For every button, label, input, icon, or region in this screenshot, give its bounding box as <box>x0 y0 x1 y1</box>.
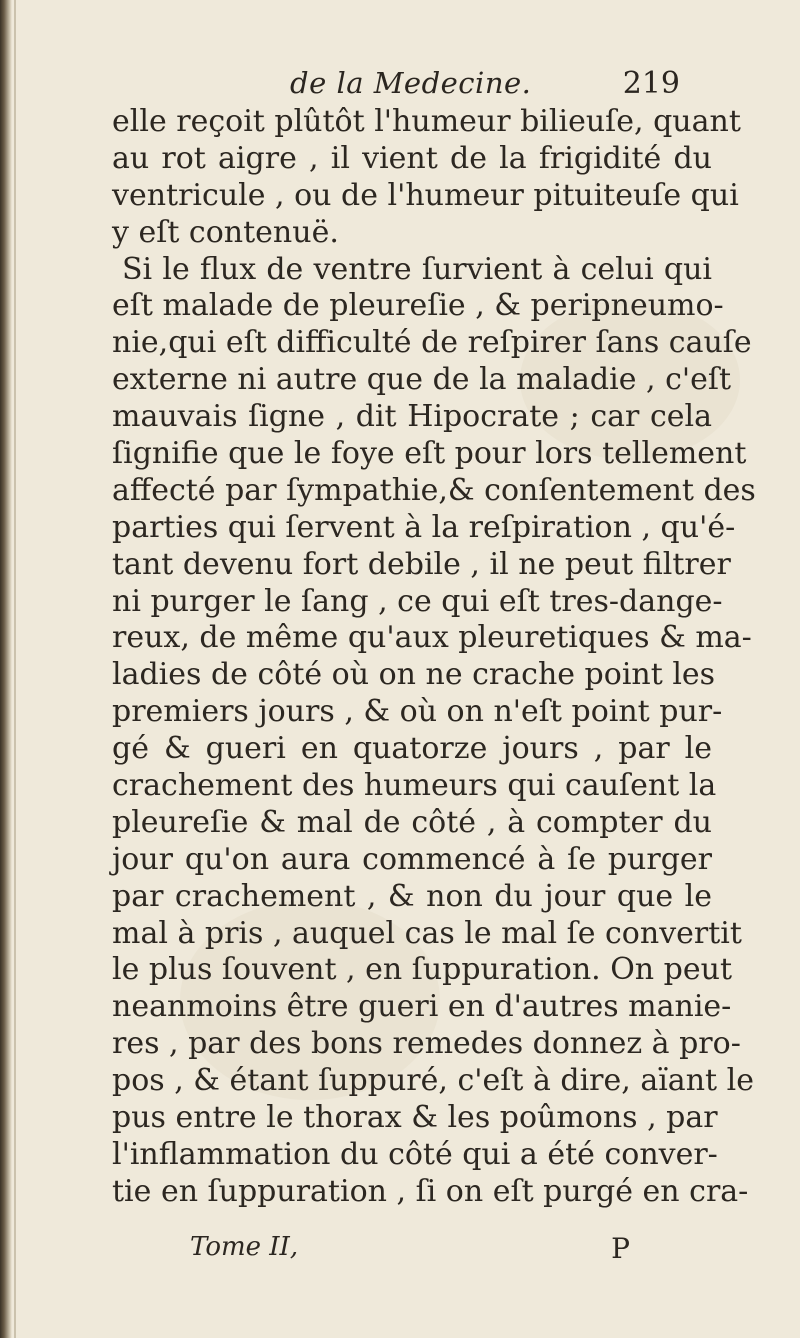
text-line: parties qui ſervent à la reſpiration , qu'é- <box>112 509 736 545</box>
text-line: mauvais ſigne , dit Hipocrate ; car cela <box>112 399 712 435</box>
text-line: par crachement , & non du jour que le <box>112 878 712 914</box>
text-line: neanmoins être gueri en d'autres manie- <box>112 989 732 1025</box>
gutter-fold-line <box>14 0 16 1338</box>
page-number: 219 <box>622 66 680 101</box>
text-line: externe ni autre que de la maladie , c'eſt <box>112 362 732 398</box>
text-line: eſt malade de pleureſie , & peripneumo- <box>112 288 724 324</box>
text-line: elle reçoit plûtôt l'humeur bilieuſe, quant <box>112 104 741 139</box>
text-line: nie,qui eſt difficulté de reſpirer ſans cauſe <box>112 325 752 361</box>
text-line: ladies de côté où on ne crache point les <box>112 657 716 693</box>
text-line: Si le flux de ventre ſurvient à celui qui <box>122 251 712 287</box>
running-head <box>120 66 680 106</box>
text-line: pus entre le thorax & les poûmons , par <box>112 1100 718 1136</box>
text-line: pos , & étant ſuppuré, c'eſt à dire, aïant le <box>112 1063 754 1099</box>
text-line: crachement des humeurs qui cauſent la <box>112 768 717 804</box>
page-footer <box>190 1232 630 1272</box>
running-title: de la Medecine. <box>290 66 532 100</box>
volume-signature-title: Tome II, <box>190 1232 299 1262</box>
text-line: pleureſie & mal de côté , à compter du <box>112 804 712 840</box>
signature-mark: P <box>611 1232 630 1265</box>
text-line: y eſt contenuë. <box>112 214 339 250</box>
text-line: jour qu'on aura commencé à ſe purger <box>112 841 712 877</box>
text-line: le plus ſouvent , en ſuppuration. On peut <box>112 952 732 988</box>
text-line: l'inflammation du côté qui a été conver- <box>112 1136 718 1172</box>
text-line: ventricule , ou de l'humeur pituiteuſe qui <box>112 177 739 213</box>
text-line: ni purger le ſang , ce qui eſt tres-dange- <box>112 583 723 619</box>
text-line: affecté par ſympathie,& conſentement des <box>112 472 756 508</box>
text-line: mal à pris , auquel cas le mal ſe convertit <box>112 915 742 951</box>
text-line: tant devenu fort debile , il ne peut filtrer <box>112 546 731 582</box>
text-line: au rot aigre , il vient de la frigidité du <box>112 140 712 176</box>
text-line: premiers jours , & où on n'eſt point pur- <box>112 694 723 730</box>
body-text <box>112 104 756 1211</box>
text-line: ſignifie que le foye eſt pour lors tellement <box>112 436 747 472</box>
binding-gutter <box>0 0 12 1338</box>
text-line: gé & gueri en quatorze jours , par le <box>112 731 712 767</box>
text-line: reux, de même qu'aux pleuretiques & ma- <box>112 620 752 656</box>
text-line: res , par des bons remedes donnez à pro- <box>112 1026 741 1062</box>
text-line: tie en ſuppuration , ſi on eſt purgé en cra- <box>112 1173 749 1209</box>
